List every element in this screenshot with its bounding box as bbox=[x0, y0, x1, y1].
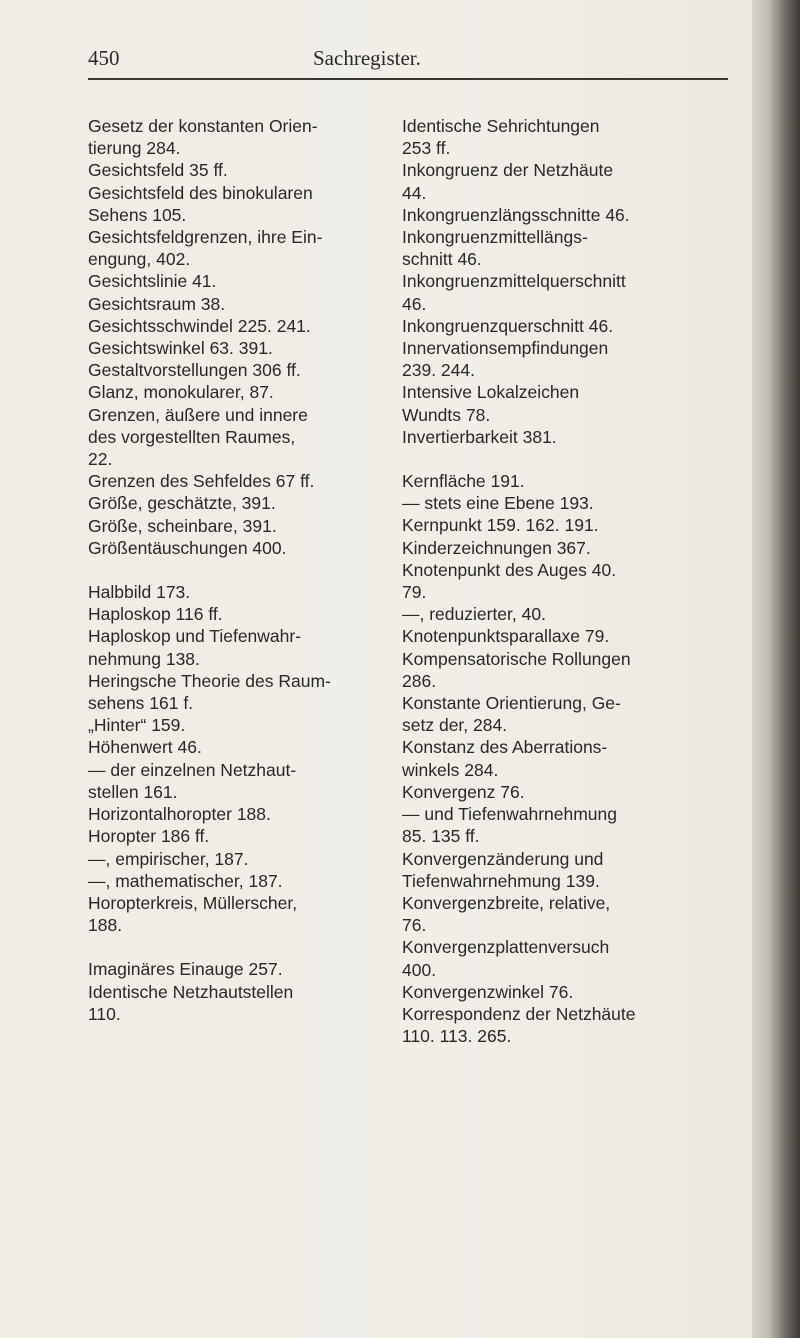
index-entry-term: Größentäuschungen 400. bbox=[88, 537, 287, 558]
header-rule bbox=[88, 78, 728, 80]
index-entry-term: Horopterkreis, Müllerscher, bbox=[88, 892, 298, 913]
index-entry-term: Gesichtsfeld des binokularen bbox=[88, 182, 313, 203]
index-entry-term: Grenzen, äußere und innere bbox=[88, 404, 308, 425]
index-entry-continuation: 22. bbox=[88, 449, 113, 470]
index-entry bbox=[88, 759, 398, 803]
index-entry-continuation: 188. bbox=[88, 915, 123, 936]
index-entry bbox=[402, 736, 712, 780]
index-entry bbox=[88, 293, 398, 315]
index-entry-term: Halbbild 173. bbox=[88, 582, 191, 603]
index-entry-term: Konvergenzänderung und bbox=[402, 848, 604, 869]
index-entry bbox=[88, 892, 398, 936]
index-entry bbox=[88, 581, 398, 603]
index-entry-term: Knotenpunktsparallaxe 79. bbox=[402, 626, 610, 647]
index-entry-term: Höhenwert 46. bbox=[88, 737, 202, 758]
index-entry-term: —, empirischer, 187. bbox=[88, 848, 249, 869]
index-entry bbox=[402, 981, 712, 1003]
index-entry bbox=[402, 692, 712, 736]
index-entry bbox=[402, 159, 712, 203]
index-entry-continuation: schnitt 46. bbox=[402, 249, 482, 270]
index-entry bbox=[88, 115, 398, 159]
index-entry-term: Gesichtsschwindel 225. 241. bbox=[88, 315, 311, 336]
index-entry-term: Horopter 186 ff. bbox=[88, 826, 210, 847]
index-entry bbox=[88, 404, 398, 471]
index-entry bbox=[402, 648, 712, 692]
index-entry-term: Haploskop 116 ff. bbox=[88, 604, 223, 625]
index-entry-continuation: 400. bbox=[402, 959, 437, 980]
index-entry-term: Invertierbarkeit 381. bbox=[402, 426, 557, 447]
index-entry-term: Gesichtsfeldgrenzen, ihre Ein- bbox=[88, 227, 323, 248]
index-entry-term: Glanz, monokularer, 87. bbox=[88, 382, 274, 403]
index-entry bbox=[402, 492, 712, 514]
index-entry-continuation: 85. 135 ff. bbox=[402, 826, 480, 847]
index-column-left bbox=[88, 115, 398, 1025]
index-entry-continuation: 44. bbox=[402, 182, 427, 203]
index-entry-term: Größe, scheinbare, 391. bbox=[88, 515, 277, 536]
index-entry-term: Größe, geschätzte, 391. bbox=[88, 493, 276, 514]
index-entry-term: Grenzen des Sehfeldes 67 ff. bbox=[88, 471, 315, 492]
index-entry bbox=[402, 625, 712, 647]
index-entry-continuation: 79. bbox=[402, 582, 427, 603]
index-entry bbox=[402, 537, 712, 559]
index-entry-term: Gesichtsfeld 35 ff. bbox=[88, 160, 228, 181]
index-entry-continuation: Tiefenwahrnehmung 139. bbox=[402, 870, 600, 891]
index-entry-term: Imaginäres Einauge 257. bbox=[88, 959, 283, 980]
index-entry bbox=[402, 559, 712, 603]
index-entry-term: Konvergenzbreite, relative, bbox=[402, 892, 611, 913]
index-entry-term: —, reduzierter, 40. bbox=[402, 604, 546, 625]
index-entry bbox=[88, 870, 398, 892]
index-entry bbox=[88, 714, 398, 736]
index-entry bbox=[402, 204, 712, 226]
index-entry-term: Kernpunkt 159. 162. 191. bbox=[402, 515, 599, 536]
index-entry bbox=[402, 892, 712, 936]
index-entry bbox=[88, 359, 398, 381]
index-entry-continuation: 46. bbox=[402, 293, 427, 314]
index-entry bbox=[88, 381, 398, 403]
running-title: Sachregister. bbox=[313, 46, 421, 70]
index-entry-term: — und Tiefenwahrnehmung bbox=[402, 804, 617, 825]
index-entry-continuation: sehens 161 f. bbox=[88, 693, 194, 714]
index-entry-term: — stets eine Ebene 193. bbox=[402, 493, 594, 514]
index-entry-continuation: 76. bbox=[402, 915, 427, 936]
index-entry bbox=[88, 670, 398, 714]
index-entry bbox=[402, 603, 712, 625]
index-entry-term: Konstante Orientierung, Ge- bbox=[402, 693, 621, 714]
section-gap bbox=[88, 936, 398, 958]
index-entry-continuation: 239. 244. bbox=[402, 360, 475, 381]
index-entry-continuation: nehmung 138. bbox=[88, 648, 200, 669]
section-gap bbox=[88, 559, 398, 581]
index-entry-term: „Hinter“ 159. bbox=[88, 715, 186, 736]
index-entry-continuation: Wundts 78. bbox=[402, 404, 491, 425]
index-entry bbox=[88, 182, 398, 226]
index-entry bbox=[88, 537, 398, 559]
index-entry-term: Identische Sehrichtungen bbox=[402, 116, 600, 136]
index-entry-continuation: Sehens 105. bbox=[88, 204, 187, 225]
index-entry bbox=[88, 958, 398, 980]
index-entry-continuation: setz der, 284. bbox=[402, 715, 508, 736]
index-entry-continuation: des vorgestellten Raumes, bbox=[88, 426, 296, 447]
index-entry-term: Gesichtsraum 38. bbox=[88, 293, 226, 314]
index-entry-term: Kinderzeichnungen 367. bbox=[402, 537, 591, 558]
index-entry-term: Kernfläche 191. bbox=[402, 471, 525, 492]
index-entry bbox=[402, 803, 712, 847]
index-entry-term: Identische Netzhautstellen bbox=[88, 981, 294, 1002]
index-entry-term: Konstanz des Aberrations- bbox=[402, 737, 608, 758]
index-entry bbox=[88, 470, 398, 492]
index-entry-term: Konvergenzplattenversuch bbox=[402, 937, 610, 958]
index-entry-term: Inkongruenz der Netzhäute bbox=[402, 160, 614, 181]
index-entry-term: Innervationsempfindungen bbox=[402, 338, 609, 359]
index-entry bbox=[88, 736, 398, 758]
index-entry bbox=[88, 625, 398, 669]
index-entry-continuation: 286. bbox=[402, 670, 437, 691]
index-entry bbox=[402, 1003, 712, 1047]
index-entry bbox=[88, 315, 398, 337]
index-entry bbox=[402, 848, 712, 892]
index-entry bbox=[402, 115, 712, 159]
index-entry bbox=[88, 270, 398, 292]
index-entry bbox=[88, 803, 398, 825]
index-entry bbox=[402, 514, 712, 536]
index-entry bbox=[402, 226, 712, 270]
index-entry-term: Inkongruenzmittellängs- bbox=[402, 227, 588, 248]
index-entry-term: Knotenpunkt des Auges 40. bbox=[402, 559, 617, 580]
index-entry bbox=[402, 426, 712, 448]
index-entry bbox=[88, 515, 398, 537]
index-entry-term: Konvergenz 76. bbox=[402, 781, 525, 802]
index-entry-continuation: engung, 402. bbox=[88, 249, 191, 270]
index-entry-term: Kompensatorische Rollungen bbox=[402, 648, 631, 669]
index-entry-term: Heringsche Theorie des Raum- bbox=[88, 670, 331, 691]
index-entry bbox=[88, 848, 398, 870]
index-entry-term: Korrespondenz der Netzhäute bbox=[402, 1003, 636, 1024]
index-entry-term: Inkongruenzlängsschnitte 46. bbox=[402, 204, 630, 225]
index-entry bbox=[402, 337, 712, 381]
index-entry-term: Gestaltvorstellungen 306 ff. bbox=[88, 360, 301, 381]
index-entry bbox=[88, 603, 398, 625]
index-entry-continuation: winkels 284. bbox=[402, 759, 499, 780]
index-entry bbox=[402, 936, 712, 980]
index-entry bbox=[402, 270, 712, 314]
index-entry-continuation: tierung 284. bbox=[88, 138, 181, 159]
index-entry bbox=[88, 226, 398, 270]
page-header bbox=[88, 40, 718, 80]
book-page-edge bbox=[752, 0, 800, 1338]
index-entry-term: — der einzelnen Netzhaut- bbox=[88, 759, 297, 780]
index-entry bbox=[88, 159, 398, 181]
index-entry-continuation: 110. 113. 265. bbox=[402, 1026, 512, 1047]
index-entry-term: Inkongruenzquerschnitt 46. bbox=[402, 315, 614, 336]
index-entry-term: Horizontalhoropter 188. bbox=[88, 804, 271, 825]
index-entry-continuation: stellen 161. bbox=[88, 781, 178, 802]
index-entry bbox=[88, 337, 398, 359]
index-entry bbox=[88, 492, 398, 514]
index-entry-continuation: 253 ff. bbox=[402, 138, 451, 159]
index-entry-term: Inkongruenzmittelquerschnitt bbox=[402, 271, 626, 292]
index-entry bbox=[88, 825, 398, 847]
index-entry bbox=[88, 981, 398, 1025]
index-column-right bbox=[402, 115, 712, 1047]
index-entry bbox=[402, 781, 712, 803]
section-gap bbox=[402, 448, 712, 470]
index-entry-term: Intensive Lokalzeichen bbox=[402, 382, 580, 403]
index-entry-continuation: 110. bbox=[88, 1003, 121, 1024]
index-entry-term: Gesichtslinie 41. bbox=[88, 271, 217, 292]
index-entry-term: Haploskop und Tiefenwahr- bbox=[88, 626, 302, 647]
index-entry-term: —, mathematischer, 187. bbox=[88, 870, 283, 891]
page-number: 450 bbox=[88, 46, 120, 70]
index-entry-term: Gesetz der konstanten Orien- bbox=[88, 116, 318, 136]
index-entry bbox=[402, 315, 712, 337]
index-entry-term: Gesichtswinkel 63. 391. bbox=[88, 338, 273, 359]
index-entry bbox=[402, 470, 712, 492]
index-entry-term: Konvergenzwinkel 76. bbox=[402, 981, 574, 1002]
index-entry bbox=[402, 381, 712, 425]
